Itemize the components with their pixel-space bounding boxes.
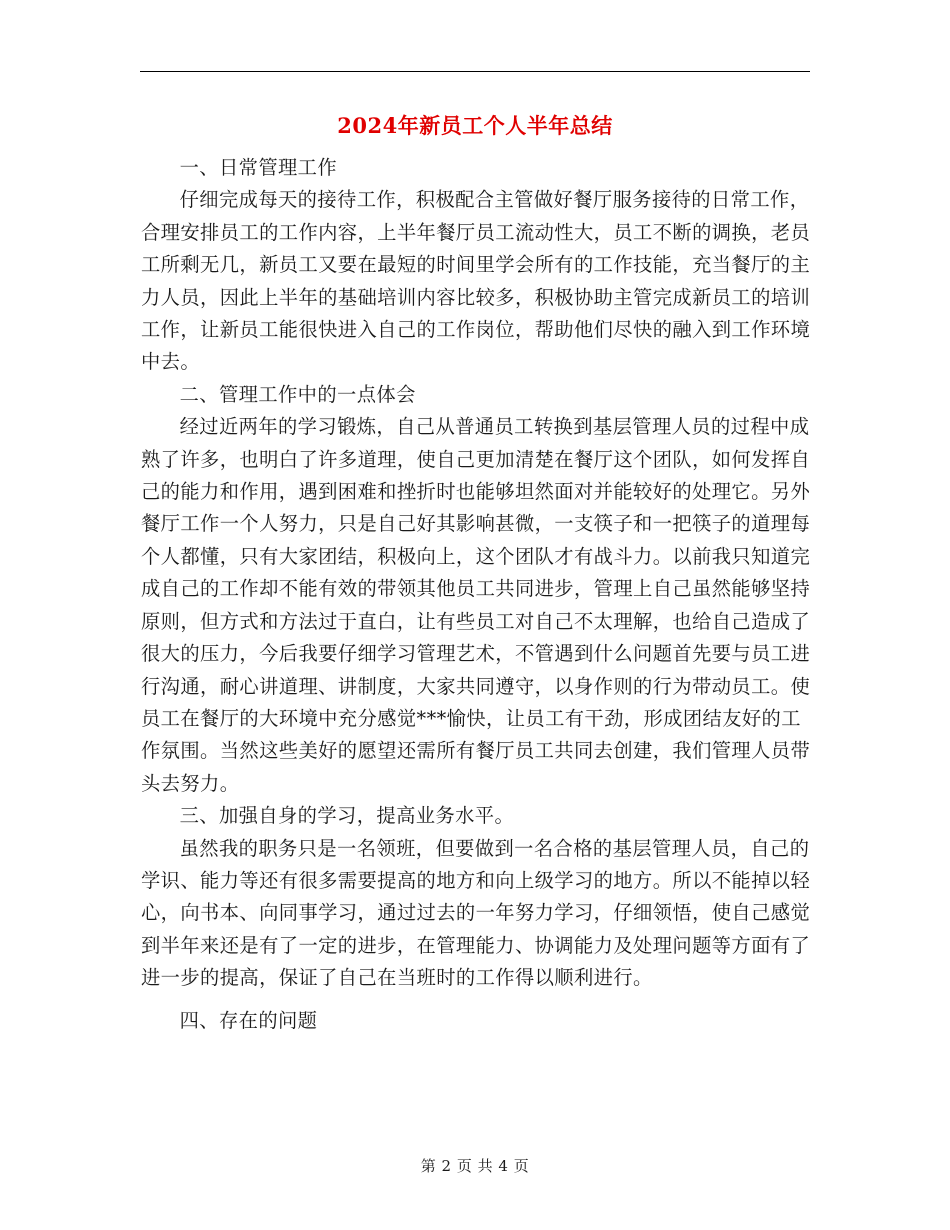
header-rule — [140, 71, 810, 72]
document-title: 2024年新员工个人半年总结 — [337, 113, 613, 138]
document-body — [141, 152, 813, 1037]
section-2-heading: 二、管理工作中的一点体会 — [179, 382, 416, 406]
section-2-paragraph: 经过近两年的学习锻炼，自己从普通员工转换到基层管理人员的过程中成熟了许多，也明白了许多道理，使自己更加清楚在餐厅这个团队，如何发挥自己的能力和作用，遇到困难和挫折时也能够坦然面对并能较好的处理它。另外餐厅工作一个人努力，只是自己好其影响甚微，一支筷子和一把筷子的道理每个人都懂，只有大家团结，积极向上，这个团队才有战斗力。以前我只知道完成自己的工作却不能有效的带领其他员工共同进步，管理上自己虽然能够坚持原则，但方式和方法过于直白，让有些员工对自己不太理解，也给自己造成了很大的压力，今后我要仔细学习管理艺术，不管遇到什么问题首先要与员工进行沟通，耐心讲道理、讲制度，大家共同遵守，以身作则的行为带动员工。使员工在餐厅的大环境中充分感觉***愉快，让员工有干劲，形成团结友好的工作氛围。当然这些美好的愿望还需所有餐厅员工共同去创建，我们管理人员带头去努力。 — [141, 415, 811, 795]
section-4-heading: 四、存在的问题 — [179, 1008, 318, 1032]
section-3-heading: 三、加强自身的学习，提高业务水平。 — [179, 804, 515, 828]
page-number: 第 2 页 共 4 页 — [420, 1157, 530, 1175]
section-1-paragraph: 仔细完成每天的接待工作，积极配合主管做好餐厅服务接待的日常工作，合理安排员工的工作内容，上半年餐厅员工流动性大，员工不断的调换，老员工所剩无几，新员工又要在最短的时间里学会所有的工作技能，充当餐厅的主力人员，因此上半年的基础培训内容比较多，积极协助主管完成新员工的培训工作，让新员工能很快进入自己的工作岗位，帮助他们尽快的融入到工作环境中去。 — [141, 188, 811, 374]
section-1-heading: 一、日常管理工作 — [179, 156, 338, 179]
section-3-paragraph: 虽然我的职务只是一名领班，但要做到一名合格的基层管理人员，自己的学识、能力等还有很多需要提高的地方和向上级学习的地方。所以不能掉以轻心，向书本、向同事学习，通过过去的一年努力学习，仔细领悟，使自己感觉到半年来还是有了一定的进步，在管理能力、协调能力及处理问题等方面有了进一步的提高，保证了自己在当班时的工作得以顺利进行。 — [141, 836, 811, 990]
